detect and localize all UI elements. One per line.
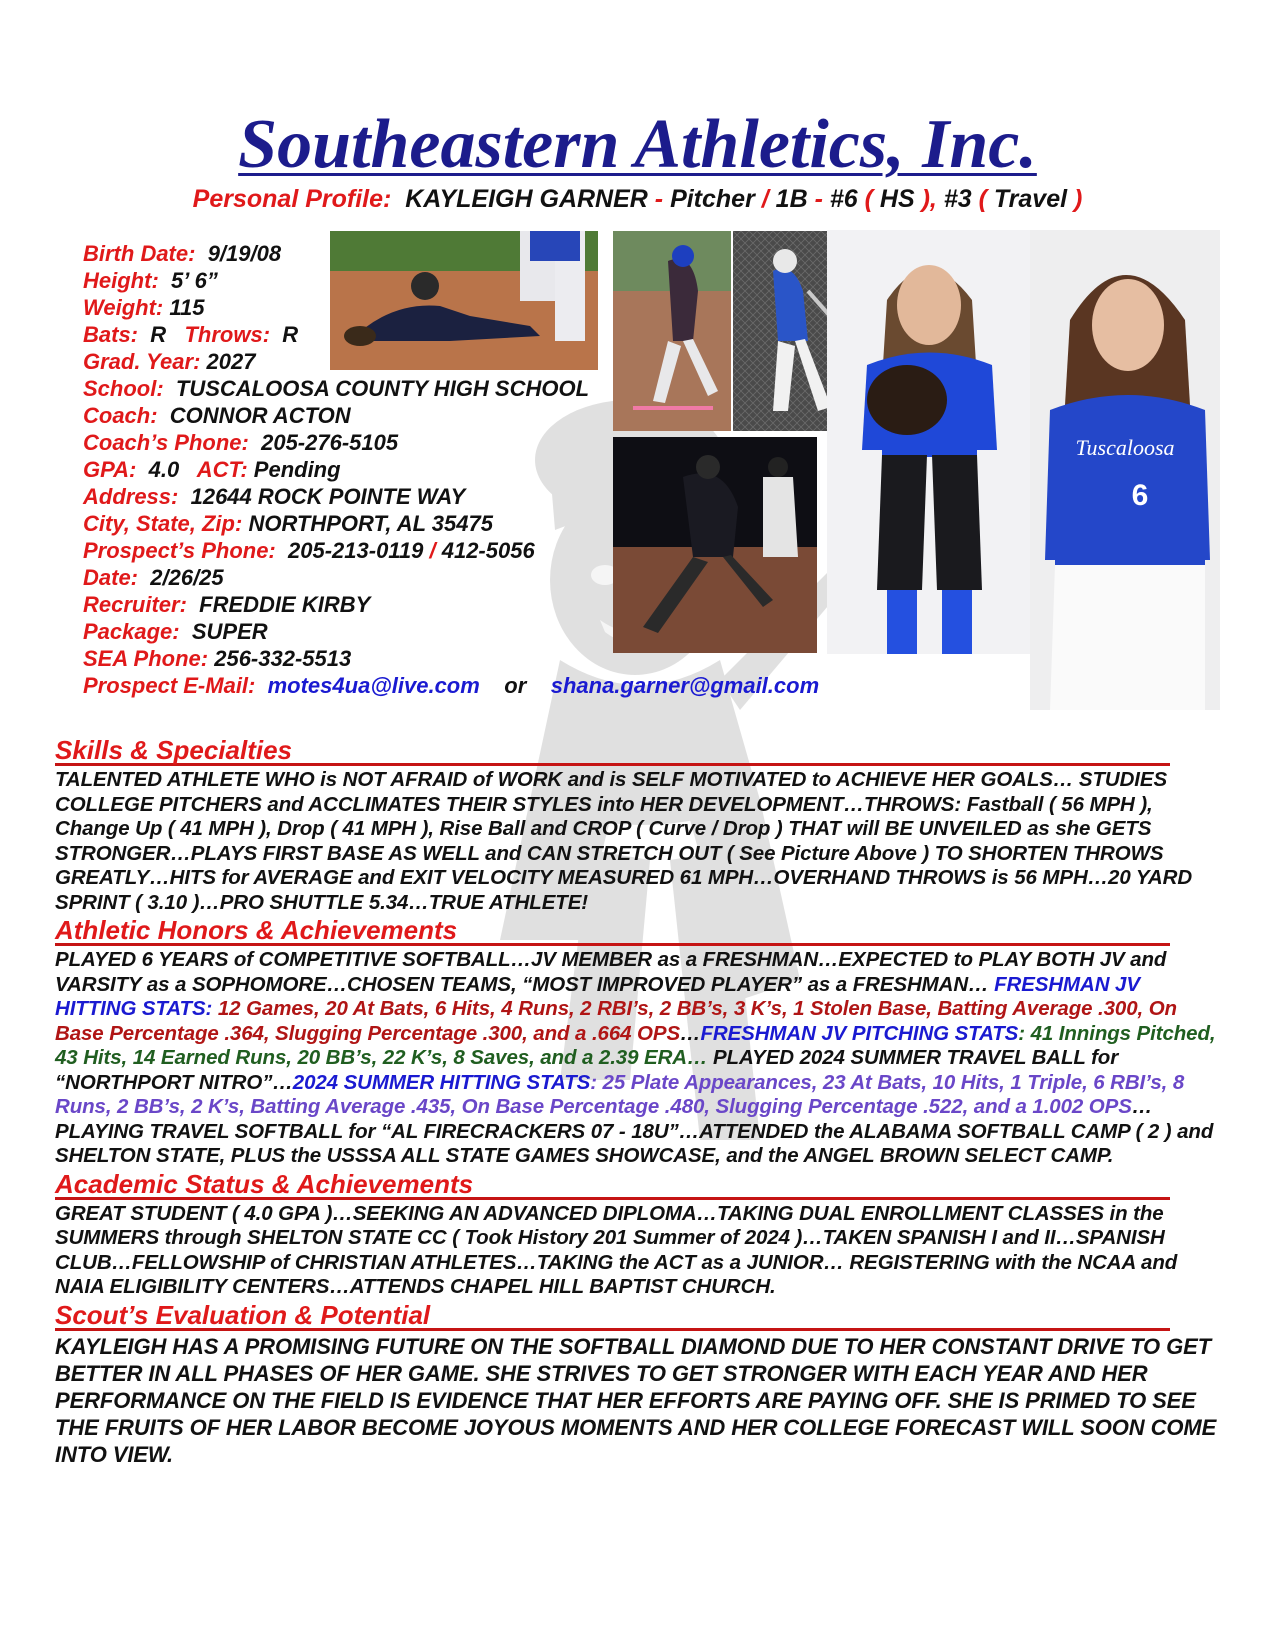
prospect-phone-2: 412-5056 — [441, 538, 535, 563]
coach: CONNOR ACTON — [169, 403, 351, 428]
sea-phone-row: SEA Phone: 256-332-5513 — [83, 646, 352, 671]
freshman-hitting-label: FRESHMAN JV HITTING STATS — [55, 972, 1140, 1020]
email-row: Prospect E-Mail: motes4ua@live.com or shana.garner@gmail.com — [83, 673, 820, 698]
weight-row: Weight: 115 — [83, 295, 205, 320]
hs-number: #6 — [829, 185, 858, 213]
company-title: Southeastern Athletics, Inc. — [238, 106, 1037, 183]
email-link-2[interactable]: shana.garner@gmail.com — [550, 673, 820, 698]
svg-text:6: 6 — [1131, 479, 1149, 512]
address: 12644 ROCK POINTE WAY — [190, 484, 466, 509]
grad-year: 2027 — [206, 349, 256, 374]
player-name: KAYLEIGH GARNER — [405, 185, 648, 213]
summer-hitting-label: 2024 SUMMER HITTING STATS — [292, 1070, 591, 1094]
position-1: Pitcher — [670, 185, 755, 213]
travel-number: #3 — [943, 185, 972, 213]
photo-portrait-jersey — [1030, 230, 1220, 710]
travel-label: Travel — [993, 185, 1068, 213]
scout-body: KAYLEIGH HAS A PROMISING FUTURE ON THE SOFTBALL DIAMOND DUE TO HER CONSTANT DRIVE TO GET BETTER IN ALL PHASES OF HER GAME. SHE STRIVES TO GET STRONGER WITH EACH YEAR AND HER PERFORMANCE ON THE FIELD IS EVIDENCE THAT HER EFFORTS ARE PAYING OFF. SHE IS PRIMED TO SEE THE FRUITS OF HER LABOR BECOME JOYOUS MOMENTS AND HER COLLEGE FORECAST WILL SOON COME INTO VIEW. — [55, 1333, 1217, 1467]
grad-year-row: Grad. Year: 2027 — [83, 349, 256, 374]
birth-date: 9/19/08 — [207, 241, 282, 266]
package: SUPER — [191, 619, 268, 644]
city-state-zip: NORTHPORT, AL 35475 — [248, 511, 493, 536]
coach-row: Coach: CONNOR ACTON — [83, 403, 351, 428]
freshman-pitching-label: FRESHMAN JV PITCHING STATS — [700, 1021, 1019, 1045]
athletic-heading: Athletic Honors & Achievements — [55, 915, 1170, 946]
bats: R — [150, 322, 167, 347]
academic-body: GREAT STUDENT ( 4.0 GPA )…SEEKING AN ADVANCED DIPLOMA…TAKING DUAL ENROLLMENT CLASSES in the SUMMERS through SHELTON STATE CC ( Took History 201 Summer of 2024 )…TAKEN SPANISH I and II…SPANISH CLUB…FELLOWSHIP of CHRISTIAN ATHLETES…TAKING the ACT as a JUNIOR… REGISTERING with the NCAA and NAIA ELIGIBILITY CENTERS…ATTENDS CHAPEL HILL BAPTIST CHURCH. — [55, 1201, 1178, 1298]
athletic-body: PLAYED 6 YEARS of COMPETITIVE SOFTBALL…JV MEMBER as a FRESHMAN…EXPECTED to PLAY BOTH JV and VARSITY as a SOPHOMORE…CHOSEN TEAMS, “MOST IMPROVED PLAYER” as a FRESHMAN… FRESHMAN JV HITTING STATS: 12 Games, 20 At Bats, 6 Hits, 4 Runs, 2 RBI’s, 2 BB’s, 3 K’s, 1 Stolen Base, Batting Average .300, On Base Percentage .364, Slugging Percentage .300, and a .664 OPS…FRESHMAN JV PITCHING STATS: 41 Innings Pitched, 43 Hits, 14 Earned Runs, 20 BB’s, 22 K’s, 8 Saves, and a 2.39 ERA… PLAYED 2024 SUMMER TRAVEL BALL for “NORTHPORT NITRO”…2024 SUMMER HITTING STATS: 25 Plate Appearances, 23 At Bats, 10 Hits, 1 Triple, 6 RBI’s, 8 Runs, 2 BB’s, 2 K’s, Batting Average .435, On Base Percentage .480, Slugging Percentage .522, and a 1.002 OPS…PLAYING TRAVEL SOFTBALL for “AL FIRECRACKERS 07 - 18U”…ATTENDED the ALABAMA SOFTBALL CAMP ( 2 ) and SHELTON STATE, PLUS the USSSA ALL STATE GAMES SHOWCASE, and the ANGEL BROWN SELECT CAMP. — [55, 948, 1216, 1167]
recruiter-row: Recruiter: FREDDIE KIRBY — [83, 592, 371, 617]
photo-portrait-glove — [827, 230, 1032, 654]
birth-date-row: Birth Date: 9/19/08 — [83, 241, 282, 266]
school-row: School: TUSCALOOSA COUNTY HIGH SCHOOL — [83, 376, 590, 401]
prospect-phone-1: 205-213-0119 — [288, 538, 424, 563]
weight: 115 — [169, 295, 205, 320]
hs-label: HS — [879, 185, 915, 213]
profile-subtitle: Personal Profile: KAYLEIGH GARNER - Pitcher / 1B - #6 ( HS ), #3 ( Travel ) — [192, 185, 1083, 213]
act: Pending — [253, 457, 341, 482]
position-2: 1B — [775, 185, 808, 213]
date-row: Date: 2/26/25 — [83, 565, 224, 590]
coach-phone-row: Coach’s Phone: 205-276-5105 — [83, 430, 399, 455]
skills-heading: Skills & Specialties — [55, 735, 1170, 766]
player-info — [83, 240, 819, 699]
package-row: Package: SUPER — [83, 619, 268, 644]
bats-throws-row: Bats: R Throws: R — [83, 322, 299, 347]
svg-text:Tuscaloosa: Tuscaloosa — [1075, 435, 1175, 460]
academic-heading: Academic Status & Achievements — [55, 1169, 1170, 1200]
sea-phone: 256-332-5513 — [214, 646, 352, 671]
prospect-phone-row: Prospect’s Phone: 205-213-0119 / 412-5056 — [83, 538, 535, 563]
freshman-pitching-stats: : 41 Innings Pitched, 43 Hits, 14 Earned Runs, 20 BB’s, 22 K’s, 8 Saves, and a 2.39 ERA… — [55, 1021, 1216, 1069]
coach-phone: 205-276-5105 — [261, 430, 399, 455]
school: TUSCALOOSA COUNTY HIGH SCHOOL — [175, 376, 590, 401]
profile-sections — [55, 735, 1225, 1468]
throws: R — [282, 322, 299, 347]
recruiter: FREDDIE KIRBY — [199, 592, 371, 617]
height-row: Height: 5’ 6” — [83, 268, 218, 293]
height: 5’ 6” — [171, 268, 218, 293]
email-link-1[interactable]: motes4ua@live.com — [267, 673, 480, 698]
gpa: 4.0 — [148, 457, 180, 482]
scout-heading: Scout’s Evaluation & Potential — [55, 1300, 1170, 1331]
date: 2/26/25 — [150, 565, 224, 590]
summer-hitting-stats: : 25 Plate Appearances, 23 At Bats, 10 Hits, 1 Triple, 6 RBI’s, 8 Runs, 2 BB’s, 2 K’s, Batting Average .435, On Base Percentage .480, Slugging Percentage .522, and a 1.002 OPS — [55, 1070, 1185, 1118]
profile-label: Personal Profile: — [192, 185, 392, 213]
freshman-hitting-stats: 12 Games, 20 At Bats, 6 Hits, 4 Runs, 2 RBI’s, 2 BB’s, 3 K’s, 1 Stolen Base, Batting Average .300, On Base Percentage .364, Slugging Percentage .300, and a .664 OPS — [55, 997, 1177, 1045]
skills-body: TALENTED ATHLETE WHO is NOT AFRAID of WORK and is SELF MOTIVATED to ACHIEVE HER GOALS… STUDIES COLLEGE PITCHERS and ACCLIMATES THEIR STYLES into HER DEVELOPMENT…THROWS: Fastball ( 56 MPH ), Change Up ( 41 MPH ), Drop ( 41 MPH ), Rise Ball and CROP ( Curve / Drop ) THAT will BE UNVEILED as she GETS STRONGER…PLAYS FIRST BASE AS WELL and CAN STRETCH OUT ( See Picture Above ) TO SHORTEN THROWS GREATLY…HITS for AVERAGE and EXIT VELOCITY MEASURED 61 MPH…OVERHAND THROWS is 56 MPH…20 YARD SPRINT ( 3.10 )…PRO SHUTTLE 5.34…TRUE ATHLETE! — [55, 768, 1193, 914]
gpa-act-row: GPA: 4.0 ACT: Pending — [83, 457, 341, 482]
city-row: City, State, Zip: NORTHPORT, AL 35475 — [83, 511, 493, 536]
address-row: Address: 12644 ROCK POINTE WAY — [83, 484, 466, 509]
